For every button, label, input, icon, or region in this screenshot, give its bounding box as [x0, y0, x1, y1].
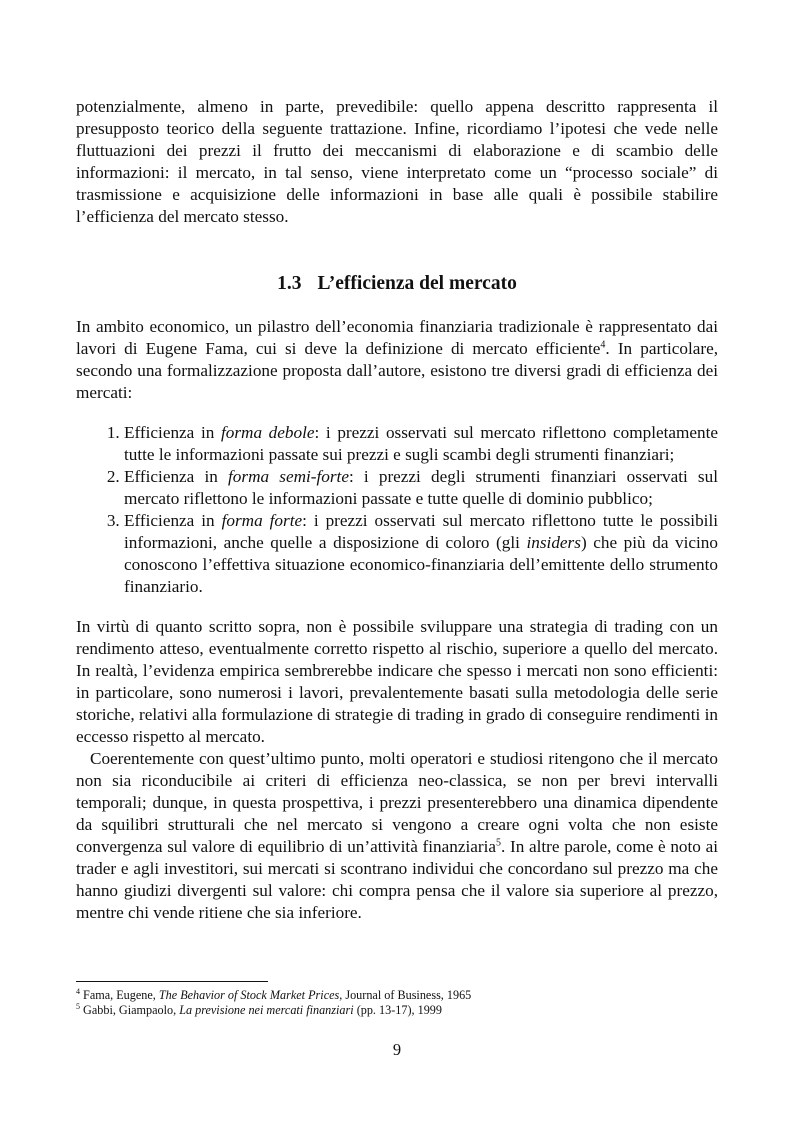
list-item-term: forma semi-forte [228, 467, 349, 486]
footnote-5 [76, 1003, 718, 1018]
page-number: 9 [392, 1040, 402, 1059]
footnote-mark: 4 [76, 986, 80, 996]
footnote-title: La previsione nei mercati finanziari [179, 1003, 354, 1017]
efficiency-list [76, 422, 718, 598]
paragraph-text: Coerentemente con quest’ultimo punto, molti operatori e studiosi ritengono che il mercato non sia riconducibile ai criteri di efficienza neo-classica, se non per brevi intervalli temporali; dunque, in questa prospettiva, i prezzi presenterebbero una dinamica dipendente da squilibri strutturali che nel mercato si vengono a creare ogni volta che non esiste convergenza sul valore di equilibrio di un’attività finanziaria [76, 749, 718, 856]
paragraph-text-cont: . In altre parole, come è noto ai trader e agli investitori, sui mercati si scontrano individui che concordano sul prezzo ma che hanno giudizi divergenti sul valore: chi compra pensa che il valore sia superiore al prezzo, mentre chi vende ritiene che sia inferiore. [76, 837, 718, 922]
intro-text-cont: . In particolare, secondo una formalizzazione proposta dall’autore, esistono tre diversi gradi di efficienza dei mercati: [76, 339, 718, 402]
list-item-lead: Efficienza in [124, 423, 221, 442]
footnotes [76, 988, 718, 1018]
list-item-text-cont: ) che più da vicino conoscono l’effettiva situazione economico-finanziaria dell’emittente dello strumento finanziario. [124, 533, 718, 596]
footnote-text: Fama, Eugene, [80, 988, 159, 1002]
footnote-text-cont: (pp. 13-17), 1999 [353, 1003, 442, 1017]
list-item-lead: Efficienza in [124, 467, 229, 486]
continuation-paragraph: potenzialmente, almeno in parte, prevedibile: quello appena descritto rappresenta il presupposto teorico della seguente trattazione. Infine, ricordiamo l’ipotesi che vede nelle fluttuazioni dei prezzi il frutto dei meccanismi di elaborazione e di scambio delle informazioni: il mercato, in tal senso, viene interpretato come un “processo sociale” di trasmissione e acquisizione delle informazioni in base alle quali è possibile stabilire l’efficienza del mercato stesso. [76, 97, 718, 226]
footnote-mark: 5 [76, 1001, 80, 1011]
footnote-text-cont: , Journal of Business, 1965 [339, 988, 472, 1002]
list-item-term: forma forte [221, 511, 303, 530]
paragraph-coerentemente [76, 748, 718, 924]
section-heading [76, 272, 718, 296]
list-item-text: : i prezzi osservati sul mercato riflettono completamente tutte le informazioni passate sui prezzi e sugli scambi degli strumenti finanziari; [124, 423, 718, 464]
footnote-4 [76, 988, 718, 1003]
intro-paragraph [76, 316, 718, 404]
section-number: 1.3 [277, 273, 302, 294]
list-item-text: : i prezzi degli strumenti finanziari osservati sul mercato riflettono le informazioni passate e tutte quelle di dominio pubblico; [124, 467, 718, 508]
footnote-title: The Behavior of Stock Market Prices [158, 988, 340, 1002]
list-item-term: forma debole [220, 423, 315, 442]
intro-text: In ambito economico, un pilastro dell’economia finanziaria tradizionale è rappresentato dai lavori di Eugene Fama, cui si deve la definizione di mercato efficiente [76, 317, 718, 358]
list-item-text: : i prezzi osservati sul mercato riflettono tutte le possibili informazioni, anche quelle a disposizione di coloro (gli [124, 511, 719, 552]
section-title: L’efficienza del mercato [317, 273, 517, 294]
paragraph-virtu: In virtù di quanto scritto sopra, non è possibile sviluppare una strategia di trading con un rendimento atteso, eventualmente corretto rispetto al rischio, superiore a quello del mercato. In realtà, l’evidenza empirica sembrerebbe indicare che spesso i mercati non sono efficienti: in particolare, sono numerosi i lavori, prevalentemente basati sulla metodologia delle serie storiche, relativi alla formulazione di strategie di trading in grado di conseguire rendimenti in eccesso rispetto al mercato. [76, 617, 718, 746]
page-body [76, 96, 718, 924]
footnote-divider [76, 981, 268, 982]
list-item-lead: Efficienza in [124, 511, 222, 530]
list-item [124, 422, 718, 466]
footnote-ref-4[interactable]: 4 [600, 339, 606, 351]
list-item [124, 510, 718, 598]
list-item [124, 466, 718, 510]
footnote-ref-5[interactable]: 5 [496, 837, 501, 849]
footnote-text: Gabbi, Giampaolo, [80, 1003, 180, 1017]
list-item-term-insiders: insiders [526, 533, 581, 552]
